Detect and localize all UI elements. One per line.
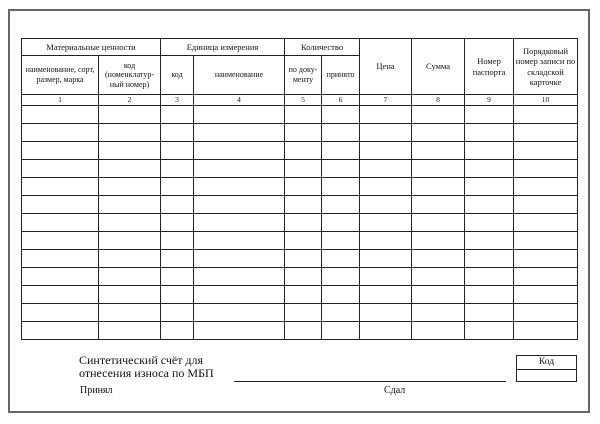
table-cell[interactable] xyxy=(360,268,412,286)
header-card-record-number: Порядковый номер записи по складской карточке xyxy=(514,39,578,95)
table-cell[interactable] xyxy=(161,124,194,142)
table-cell[interactable] xyxy=(360,250,412,268)
code-value-field[interactable] xyxy=(517,370,576,382)
table-cell[interactable] xyxy=(285,268,322,286)
table-cell[interactable] xyxy=(22,160,99,178)
table-cell[interactable] xyxy=(360,160,412,178)
header-unit-code: код xyxy=(161,56,194,95)
table-cell[interactable] xyxy=(194,214,285,232)
table-cell[interactable] xyxy=(161,322,194,340)
table-cell[interactable] xyxy=(285,178,322,196)
table-cell[interactable] xyxy=(322,232,360,250)
table-cell[interactable] xyxy=(161,268,194,286)
table-cell[interactable] xyxy=(99,214,161,232)
synthetic-account-field[interactable] xyxy=(234,381,506,382)
table-cell[interactable] xyxy=(465,250,514,268)
header-row-1 xyxy=(22,39,578,56)
table-cell[interactable] xyxy=(161,178,194,196)
table-cell[interactable] xyxy=(322,160,360,178)
table-cell[interactable] xyxy=(285,196,322,214)
table-cell[interactable] xyxy=(161,214,194,232)
table-cell[interactable] xyxy=(161,142,194,160)
table-cell[interactable] xyxy=(465,214,514,232)
table-cell[interactable] xyxy=(285,106,322,124)
column-number: 8 xyxy=(412,95,465,106)
table-cell[interactable] xyxy=(22,304,99,322)
table-cell[interactable] xyxy=(99,304,161,322)
column-number: 10 xyxy=(514,95,578,106)
table-cell[interactable] xyxy=(465,322,514,340)
table-cell[interactable] xyxy=(465,142,514,160)
table-cell[interactable] xyxy=(194,322,285,340)
table-cell[interactable] xyxy=(194,250,285,268)
table-cell[interactable] xyxy=(99,106,161,124)
table-cell[interactable] xyxy=(161,304,194,322)
table-cell[interactable] xyxy=(285,232,322,250)
table-cell[interactable] xyxy=(22,196,99,214)
synthetic-account-label xyxy=(79,354,214,380)
table-cell[interactable] xyxy=(99,250,161,268)
table-cell[interactable] xyxy=(285,160,322,178)
table-cell[interactable] xyxy=(322,178,360,196)
header-item-code: код (номенклатур-ный номер) xyxy=(99,56,161,95)
table-cell[interactable] xyxy=(412,124,465,142)
table-cell[interactable] xyxy=(514,250,578,268)
table-row xyxy=(22,322,578,340)
table-cell[interactable] xyxy=(465,304,514,322)
table-cell[interactable] xyxy=(285,286,322,304)
table-cell[interactable] xyxy=(161,232,194,250)
column-number: 2 xyxy=(99,95,161,106)
table-cell[interactable] xyxy=(360,322,412,340)
table-cell[interactable] xyxy=(22,322,99,340)
table-cell[interactable] xyxy=(99,124,161,142)
table-cell[interactable] xyxy=(161,196,194,214)
table-cell[interactable] xyxy=(412,304,465,322)
table-row xyxy=(22,160,578,178)
table-cell[interactable] xyxy=(465,286,514,304)
table-cell[interactable] xyxy=(322,286,360,304)
table-cell[interactable] xyxy=(22,250,99,268)
table-cell[interactable] xyxy=(161,250,194,268)
table-cell[interactable] xyxy=(194,232,285,250)
synthetic-account-line-1: Синтетический счёт для xyxy=(79,353,204,367)
table-cell[interactable] xyxy=(514,124,578,142)
table-cell[interactable] xyxy=(194,304,285,322)
header-unit: Единица измерения xyxy=(161,39,285,56)
table-cell[interactable] xyxy=(360,286,412,304)
header-by-document: по доку-менту xyxy=(285,56,322,95)
column-number: 3 xyxy=(161,95,194,106)
table-cell[interactable] xyxy=(22,178,99,196)
table-cell[interactable] xyxy=(99,178,161,196)
table-cell[interactable] xyxy=(465,106,514,124)
table-cell[interactable] xyxy=(514,142,578,160)
table-cell[interactable] xyxy=(285,214,322,232)
table-cell[interactable] xyxy=(412,268,465,286)
table-cell[interactable] xyxy=(22,142,99,160)
table-cell[interactable] xyxy=(194,124,285,142)
table-cell[interactable] xyxy=(360,214,412,232)
column-number: 7 xyxy=(360,95,412,106)
table-cell[interactable] xyxy=(322,304,360,322)
table-cell[interactable] xyxy=(194,106,285,124)
table-cell[interactable] xyxy=(514,304,578,322)
table-row xyxy=(22,286,578,304)
table-cell[interactable] xyxy=(194,160,285,178)
table-cell[interactable] xyxy=(322,106,360,124)
table-cell[interactable] xyxy=(465,178,514,196)
table-cell[interactable] xyxy=(412,106,465,124)
table-cell[interactable] xyxy=(322,196,360,214)
table-cell[interactable] xyxy=(465,124,514,142)
column-number: 4 xyxy=(194,95,285,106)
table-cell[interactable] xyxy=(194,196,285,214)
table-cell[interactable] xyxy=(285,124,322,142)
table-cell[interactable] xyxy=(360,106,412,124)
table-cell[interactable] xyxy=(322,250,360,268)
table-cell[interactable] xyxy=(22,214,99,232)
table-cell[interactable] xyxy=(194,142,285,160)
table-cell[interactable] xyxy=(412,178,465,196)
table-cell[interactable] xyxy=(514,178,578,196)
table-cell[interactable] xyxy=(412,160,465,178)
table-cell[interactable] xyxy=(360,178,412,196)
table-row xyxy=(22,250,578,268)
table-cell[interactable] xyxy=(99,232,161,250)
table-cell[interactable] xyxy=(285,250,322,268)
table-cell[interactable] xyxy=(161,106,194,124)
table-cell[interactable] xyxy=(99,286,161,304)
table-cell[interactable] xyxy=(514,196,578,214)
table-row xyxy=(22,142,578,160)
header-accepted-qty: принято xyxy=(322,56,360,95)
header-quantity: Количество xyxy=(285,39,360,56)
table-cell[interactable] xyxy=(360,142,412,160)
header-price: Цена xyxy=(360,39,412,95)
table-cell[interactable] xyxy=(412,232,465,250)
table-cell[interactable] xyxy=(465,268,514,286)
table-cell[interactable] xyxy=(465,196,514,214)
table-cell[interactable] xyxy=(412,214,465,232)
table-cell[interactable] xyxy=(514,106,578,124)
table-cell[interactable] xyxy=(514,322,578,340)
table-cell[interactable] xyxy=(22,286,99,304)
column-number: 5 xyxy=(285,95,322,106)
table-row xyxy=(22,124,578,142)
table-cell[interactable] xyxy=(194,178,285,196)
table-cell[interactable] xyxy=(412,196,465,214)
table-cell[interactable] xyxy=(194,268,285,286)
table-cell[interactable] xyxy=(99,268,161,286)
table-row xyxy=(22,106,578,124)
table-cell[interactable] xyxy=(412,250,465,268)
header-sum: Сумма xyxy=(412,39,465,95)
table-cell[interactable] xyxy=(161,160,194,178)
header-material-values: Материальные ценности xyxy=(22,39,161,56)
table-row xyxy=(22,304,578,322)
table-row xyxy=(22,214,578,232)
table-cell[interactable] xyxy=(514,232,578,250)
table-cell[interactable] xyxy=(22,232,99,250)
synthetic-account-line-2: отнесения износа по МБП xyxy=(79,366,214,380)
handed-over-label: Сдал xyxy=(384,385,406,396)
table-row xyxy=(22,178,578,196)
table-row xyxy=(22,268,578,286)
table-cell[interactable] xyxy=(322,124,360,142)
header-passport-number: Номер паспорта xyxy=(465,39,514,95)
table-cell[interactable] xyxy=(285,322,322,340)
table-cell[interactable] xyxy=(514,286,578,304)
table-cell[interactable] xyxy=(360,232,412,250)
table-cell[interactable] xyxy=(161,286,194,304)
column-number: 1 xyxy=(22,95,99,106)
accepted-by-label: Принял xyxy=(80,385,113,396)
table-cell[interactable] xyxy=(465,160,514,178)
table-cell[interactable] xyxy=(22,124,99,142)
table-cell[interactable] xyxy=(194,286,285,304)
table-cell[interactable] xyxy=(514,268,578,286)
code-box xyxy=(516,355,577,382)
column-number: 6 xyxy=(322,95,360,106)
table-cell[interactable] xyxy=(360,304,412,322)
code-label: Код xyxy=(517,356,576,370)
table-row xyxy=(22,232,578,250)
table-cell[interactable] xyxy=(99,322,161,340)
table-cell[interactable] xyxy=(322,142,360,160)
table-cell[interactable] xyxy=(99,142,161,160)
column-number: 9 xyxy=(465,95,514,106)
table-row xyxy=(22,196,578,214)
table-cell[interactable] xyxy=(322,214,360,232)
table-cell[interactable] xyxy=(412,286,465,304)
table-cell[interactable] xyxy=(514,160,578,178)
table-cell[interactable] xyxy=(465,232,514,250)
header-name-grade: наименование, сорт, размер, марка xyxy=(22,56,99,95)
header-unit-name: наименование xyxy=(194,56,285,95)
table-cell[interactable] xyxy=(322,322,360,340)
table-cell[interactable] xyxy=(360,196,412,214)
table-cell[interactable] xyxy=(322,268,360,286)
table-cell[interactable] xyxy=(360,124,412,142)
table-cell[interactable] xyxy=(285,304,322,322)
table-cell[interactable] xyxy=(514,214,578,232)
table-cell[interactable] xyxy=(99,196,161,214)
receipt-table xyxy=(21,38,578,340)
table-cell[interactable] xyxy=(412,322,465,340)
table-cell[interactable] xyxy=(285,142,322,160)
table-cell[interactable] xyxy=(412,142,465,160)
table-cell[interactable] xyxy=(22,268,99,286)
column-number-row xyxy=(22,95,578,106)
table-cell[interactable] xyxy=(99,160,161,178)
table-cell[interactable] xyxy=(22,106,99,124)
